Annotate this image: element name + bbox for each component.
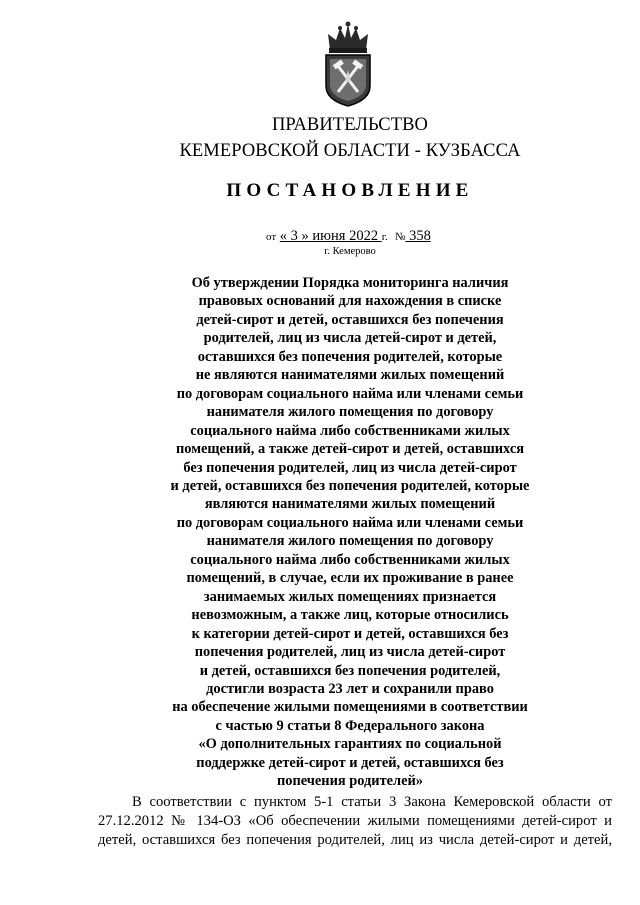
title-line: не являются нанимателями жилых помещений — [195, 367, 505, 384]
title-line: по договорам социального найма или членами семьи — [176, 514, 524, 531]
title-line: помещений, в случае, если их проживание в ранее — [186, 570, 514, 587]
title-line: с частью 9 статьи 8 Федерального закона — [215, 717, 485, 734]
body-paragraph — [98, 793, 612, 850]
date-quote-open: « — [279, 228, 288, 244]
date-month-year: июня 2022 — [308, 228, 382, 244]
title-line: детей-сирот и детей, оставшихся без попечения — [196, 311, 504, 328]
date-year-suffix: г. — [381, 231, 388, 243]
title-line: поддержке детей-сирот и детей, оставшихся без — [196, 754, 504, 771]
title-line: являются нанимателями жилых помещений — [204, 496, 496, 513]
title-line: невозможным, а также лиц, которые относились — [191, 607, 509, 624]
title-line: к категории детей-сирот и детей, оставшихся без — [191, 625, 509, 642]
title-line: оставшихся без попечения родителей, которые — [197, 348, 503, 365]
title-line: социального найма либо собственниками жилых — [190, 422, 510, 439]
title-line: Об утверждении Порядка мониторинга наличия — [191, 275, 509, 291]
date-day: 3 — [287, 228, 302, 244]
title-line: и детей, оставшихся без попечения родителей, которые — [170, 477, 530, 494]
title-line: попечения родителей» — [276, 773, 424, 790]
title-line: социального найма либо собственниками жилых — [190, 551, 510, 568]
document-date-number — [266, 228, 431, 245]
document-type-heading: ПОСТАНОВЛЕНИЕ — [226, 180, 474, 201]
body-line: 27.12.2012 № 134-ОЗ «Об обеспечении жилыми помещениями детей-сирот и — [98, 813, 612, 829]
body-line: В соответствии с пунктом 5-1 статьи 3 Закона Кемеровской области от — [132, 794, 612, 810]
number-sign: № — [394, 231, 406, 243]
title-line: по договорам социального найма или членами семьи — [176, 385, 524, 402]
resolution-title — [100, 274, 600, 791]
date-quote-close: » — [301, 228, 309, 244]
title-line: без попечения родителей, лиц из числа детей-сирот — [183, 459, 517, 476]
date-prefix: от — [266, 231, 277, 243]
title-line: родителей, лиц из числа детей-сирот и детей, — [203, 330, 497, 347]
title-line: нанимателя жилого помещения по договору — [206, 533, 494, 550]
document-number: 358 — [405, 228, 431, 244]
title-line: попечения родителей, лиц из числа детей-сирот — [194, 644, 506, 661]
title-line: занимаемых жилых помещениях признается — [203, 588, 497, 605]
title-line: на обеспечение жилыми помещениями в соответствии — [172, 699, 528, 716]
body-line: детей, оставшихся без попечения родителей, лиц из числа детей-сирот и детей, — [98, 832, 612, 848]
government-name-line1: ПРАВИТЕЛЬСТВО — [271, 115, 429, 135]
title-line: правовых оснований для нахождения в списке — [198, 293, 502, 310]
title-line: нанимателя жилого помещения по договору — [206, 404, 494, 421]
title-line: и детей, оставшихся без попечения родителей, — [199, 662, 501, 679]
title-line: «О дополнительных гарантиях по социальной — [198, 736, 502, 753]
title-line: помещений, а также детей-сирот и детей, оставшихся — [175, 441, 524, 458]
title-line: достигли возраста 23 лет и сохранили право — [206, 680, 494, 697]
document-city: г. Кемерово — [324, 246, 376, 257]
kuzbass-coat-of-arms-icon — [318, 20, 378, 108]
government-name-line2: КЕМЕРОВСКОЙ ОБЛАСТИ - КУЗБАССА — [179, 141, 521, 161]
